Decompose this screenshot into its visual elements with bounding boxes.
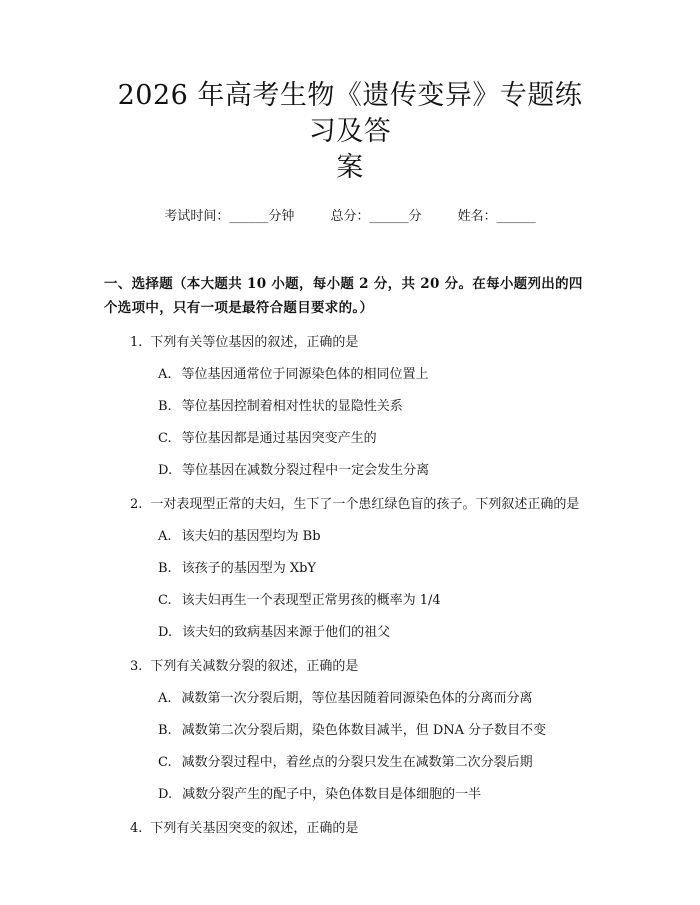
option-letter: A. [158, 367, 172, 382]
question-text: 下列有关基因突变的叙述，正确的是 [150, 821, 359, 836]
option-letter: B. [158, 399, 172, 414]
option-text: 等位基因都是通过基因突变产生的 [181, 431, 377, 446]
option-c [104, 752, 596, 774]
exam-info-bar [104, 208, 596, 226]
option-text: 等位基因通常位于同源染色体的相同位置上 [181, 367, 429, 382]
option-text: 等位基因控制着相对性状的显隐性关系 [181, 399, 403, 414]
option-letter: C. [158, 431, 172, 446]
option-d [104, 460, 596, 482]
option-text: 减数第二次分裂后期，染色体数目减半，但 DNA 分子数目不变 [181, 723, 547, 738]
question-text: 下列有关减数分裂的叙述，正确的是 [150, 659, 359, 674]
option-letter: C. [158, 755, 172, 770]
option-letter: B. [158, 561, 172, 576]
option-text: 减数分裂产生的配子中，染色体数目是体细胞的一半 [182, 787, 482, 802]
question-2 [104, 494, 596, 644]
question-text: 下列有关等位基因的叙述，正确的是 [150, 335, 359, 350]
option-text: 减数第一次分裂后期，等位基因随着同源染色体的分离而分离 [181, 691, 533, 706]
option-b [104, 720, 596, 742]
option-text: 减数分裂过程中，着丝点的分裂只发生在减数第二次分裂后期 [181, 755, 533, 770]
option-a [104, 364, 596, 386]
option-a [104, 688, 596, 710]
option-b [104, 558, 596, 580]
option-letter: A. [158, 529, 172, 544]
option-text: 等位基因在减数分裂过程中一定会发生分离 [182, 463, 430, 478]
option-text: 该夫妇再生一个表现型正常男孩的概率为 1/4 [181, 593, 441, 608]
question-1 [104, 332, 596, 482]
question-stem [104, 332, 596, 354]
question-number: 2. [130, 497, 143, 512]
question-number: 4. [130, 821, 143, 836]
option-a [104, 526, 596, 548]
option-list [104, 526, 596, 644]
option-letter: B. [158, 723, 172, 738]
question-stem [104, 818, 596, 840]
option-letter: C. [158, 593, 172, 608]
option-list [104, 688, 596, 806]
option-list [104, 364, 596, 482]
option-letter: D. [158, 787, 173, 802]
page-title [104, 0, 596, 186]
title-line-1: 2026 年高考生物《遗传变异》专题练习及答 [117, 80, 583, 147]
option-b [104, 396, 596, 418]
option-letter: A. [158, 691, 172, 706]
question-stem [104, 494, 596, 516]
question-4 [104, 818, 596, 840]
question-number: 1. [130, 335, 143, 350]
question-number: 3. [130, 659, 143, 674]
option-c [104, 590, 596, 612]
option-c [104, 428, 596, 450]
option-text: 该夫妇的致病基因来源于他们的祖父 [182, 625, 391, 640]
option-d [104, 784, 596, 806]
option-letter: D. [158, 463, 173, 478]
section-heading: 一、选择题（本大题共 10 小题，每小题 2 分，共 20 分。在每小题列出的四个选项中，只有一项是最符合题目要求的。） [104, 276, 583, 316]
question-3 [104, 656, 596, 806]
student-name-field: 姓名：______ [457, 209, 536, 224]
title-line-2: 案 [336, 152, 364, 183]
total-score-field: 总分：______分 [330, 209, 422, 224]
question-text: 一对表现型正常的夫妇，生下了一个患红绿色盲的孩子。下列叙述正确的是 [150, 497, 580, 512]
exam-time-field: 考试时间：______分钟 [164, 209, 295, 224]
option-text: 该夫妇的基因型均为 Bb [181, 529, 321, 544]
option-text: 该孩子的基因型为 XbY [181, 561, 316, 576]
option-letter: D. [158, 625, 173, 640]
option-d [104, 622, 596, 644]
question-stem [104, 656, 596, 678]
